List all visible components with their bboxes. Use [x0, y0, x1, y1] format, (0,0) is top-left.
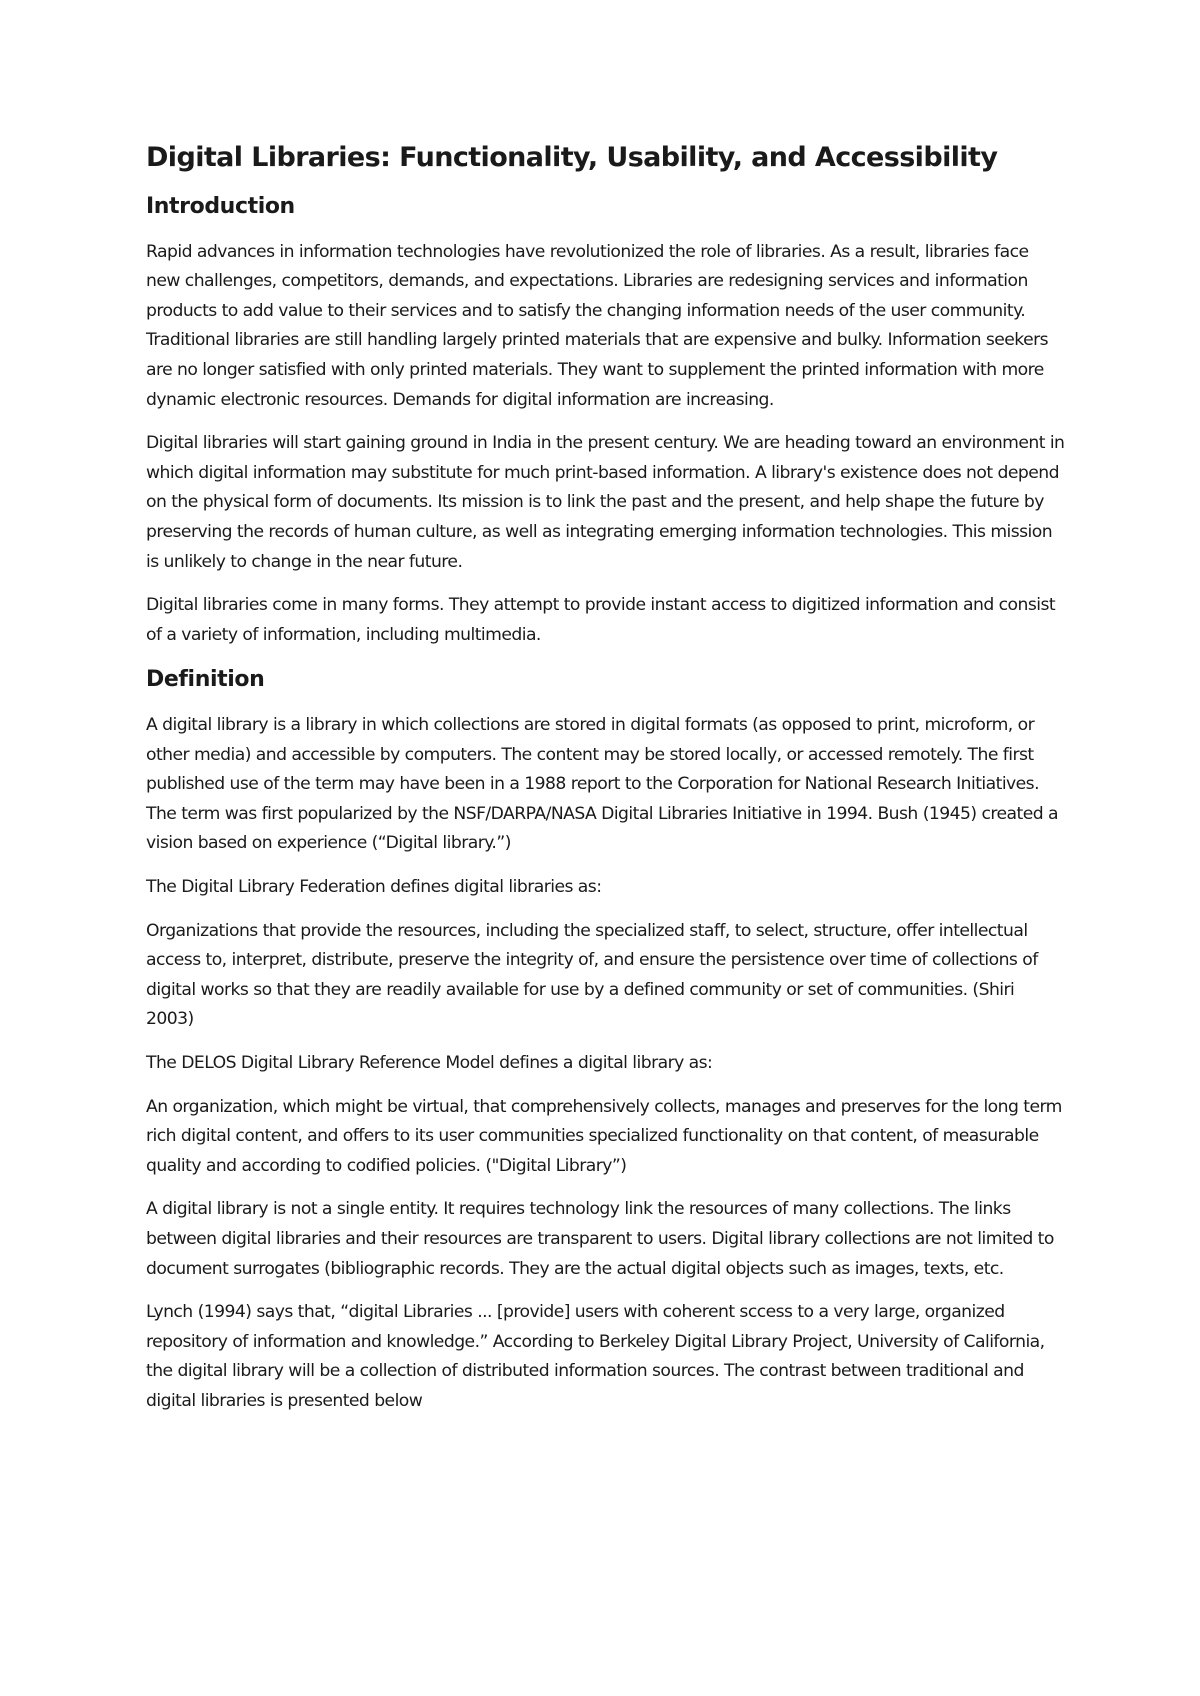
intro-paragraph-1: Rapid advances in information technologies have revolutionized the role of libraries. As a result, libraries face new challenges, competitors, demands, and expectations. Libraries are redesigning services and information products to add value to their services and to satisfy the changing information needs of the user community. Traditional libraries are still handling largely printed materials that are expensive and bulky. Information seekers are no longer satisfied with only printed materials. They want to supplement the printed information with more dynamic electronic resources. Demands for digital information are increasing. [146, 241, 1049, 410]
definition-paragraph-2: The Digital Library Federation defines digital libraries as: [146, 876, 602, 897]
definition-paragraph-7: Lynch (1994) says that, “digital Libraries ... [provide] users with coherent sccess to a very large, organized repository of information and knowledge.” According to Berkeley Digital Library Project, University of California, the digital library will be a collection of distributed information sources. The contrast between traditional and digital libraries is presented below [146, 1302, 1045, 1411]
definition-paragraph-1: A digital library is a library in which collections are stored in digital formats (as opposed to print, microform, or other media) and accessible by computers. The content may be stored locally, or accessed remotely. The first published use of the term may have been in a 1988 report to the Corporation for National Research Initiatives. The term was first popularized by the NSF/DARPA/NASA Digital Libraries Initiative in 1994. Bush (1945) created a vision based on experience (“Digital library.”) [146, 715, 1058, 854]
intro-paragraph-3: Digital libraries come in many forms. They attempt to provide instant access to digitized information and consist of a variety of information, including multimedia. [146, 595, 1056, 645]
intro-paragraph-2: Digital libraries will start gaining ground in India in the present century. We are heading toward an environment in which digital information may substitute for much print-based information. A library's existence does not depend on the physical form of documents. Its mission is to link the past and the present, and help shape the future by preserving the records of human culture, as well as integrating emerging information technologies. This mission is unlikely to change in the near future. [146, 433, 1065, 572]
definition-paragraph-4: The DELOS Digital Library Reference Model defines a digital library as: [146, 1052, 713, 1073]
definition-paragraph-5: An organization, which might be virtual, that comprehensively collects, manages and preserves for the long term rich digital content, and offers to its user communities specialized functionality on that content, of measurable quality and according to codified policies. ("Digital Library”) [146, 1096, 1062, 1176]
definition-paragraph-3: Organizations that provide the resources, including the specialized staff, to select, structure, offer intellectual access to, interpret, distribute, preserve the integrity of, and ensure the persistence over time of collections of digital works so that they are readily available for use by a defined community or set of communities. (Shiri 2003) [146, 920, 1038, 1030]
section-heading-definition: Definition [146, 667, 265, 693]
document-page [146, 140, 1066, 1430]
document-title: Digital Libraries: Functionality, Usability, and Accessibility [146, 142, 998, 173]
definition-paragraph-6: A digital library is not a single entity. It requires technology link the resources of many collections. The links between digital libraries and their resources are transparent to users. Digital library collections are not limited to document surrogates (bibliographic records. They are the actual digital objects such as images, texts, etc. [146, 1199, 1054, 1279]
section-heading-introduction: Introduction [146, 194, 295, 220]
